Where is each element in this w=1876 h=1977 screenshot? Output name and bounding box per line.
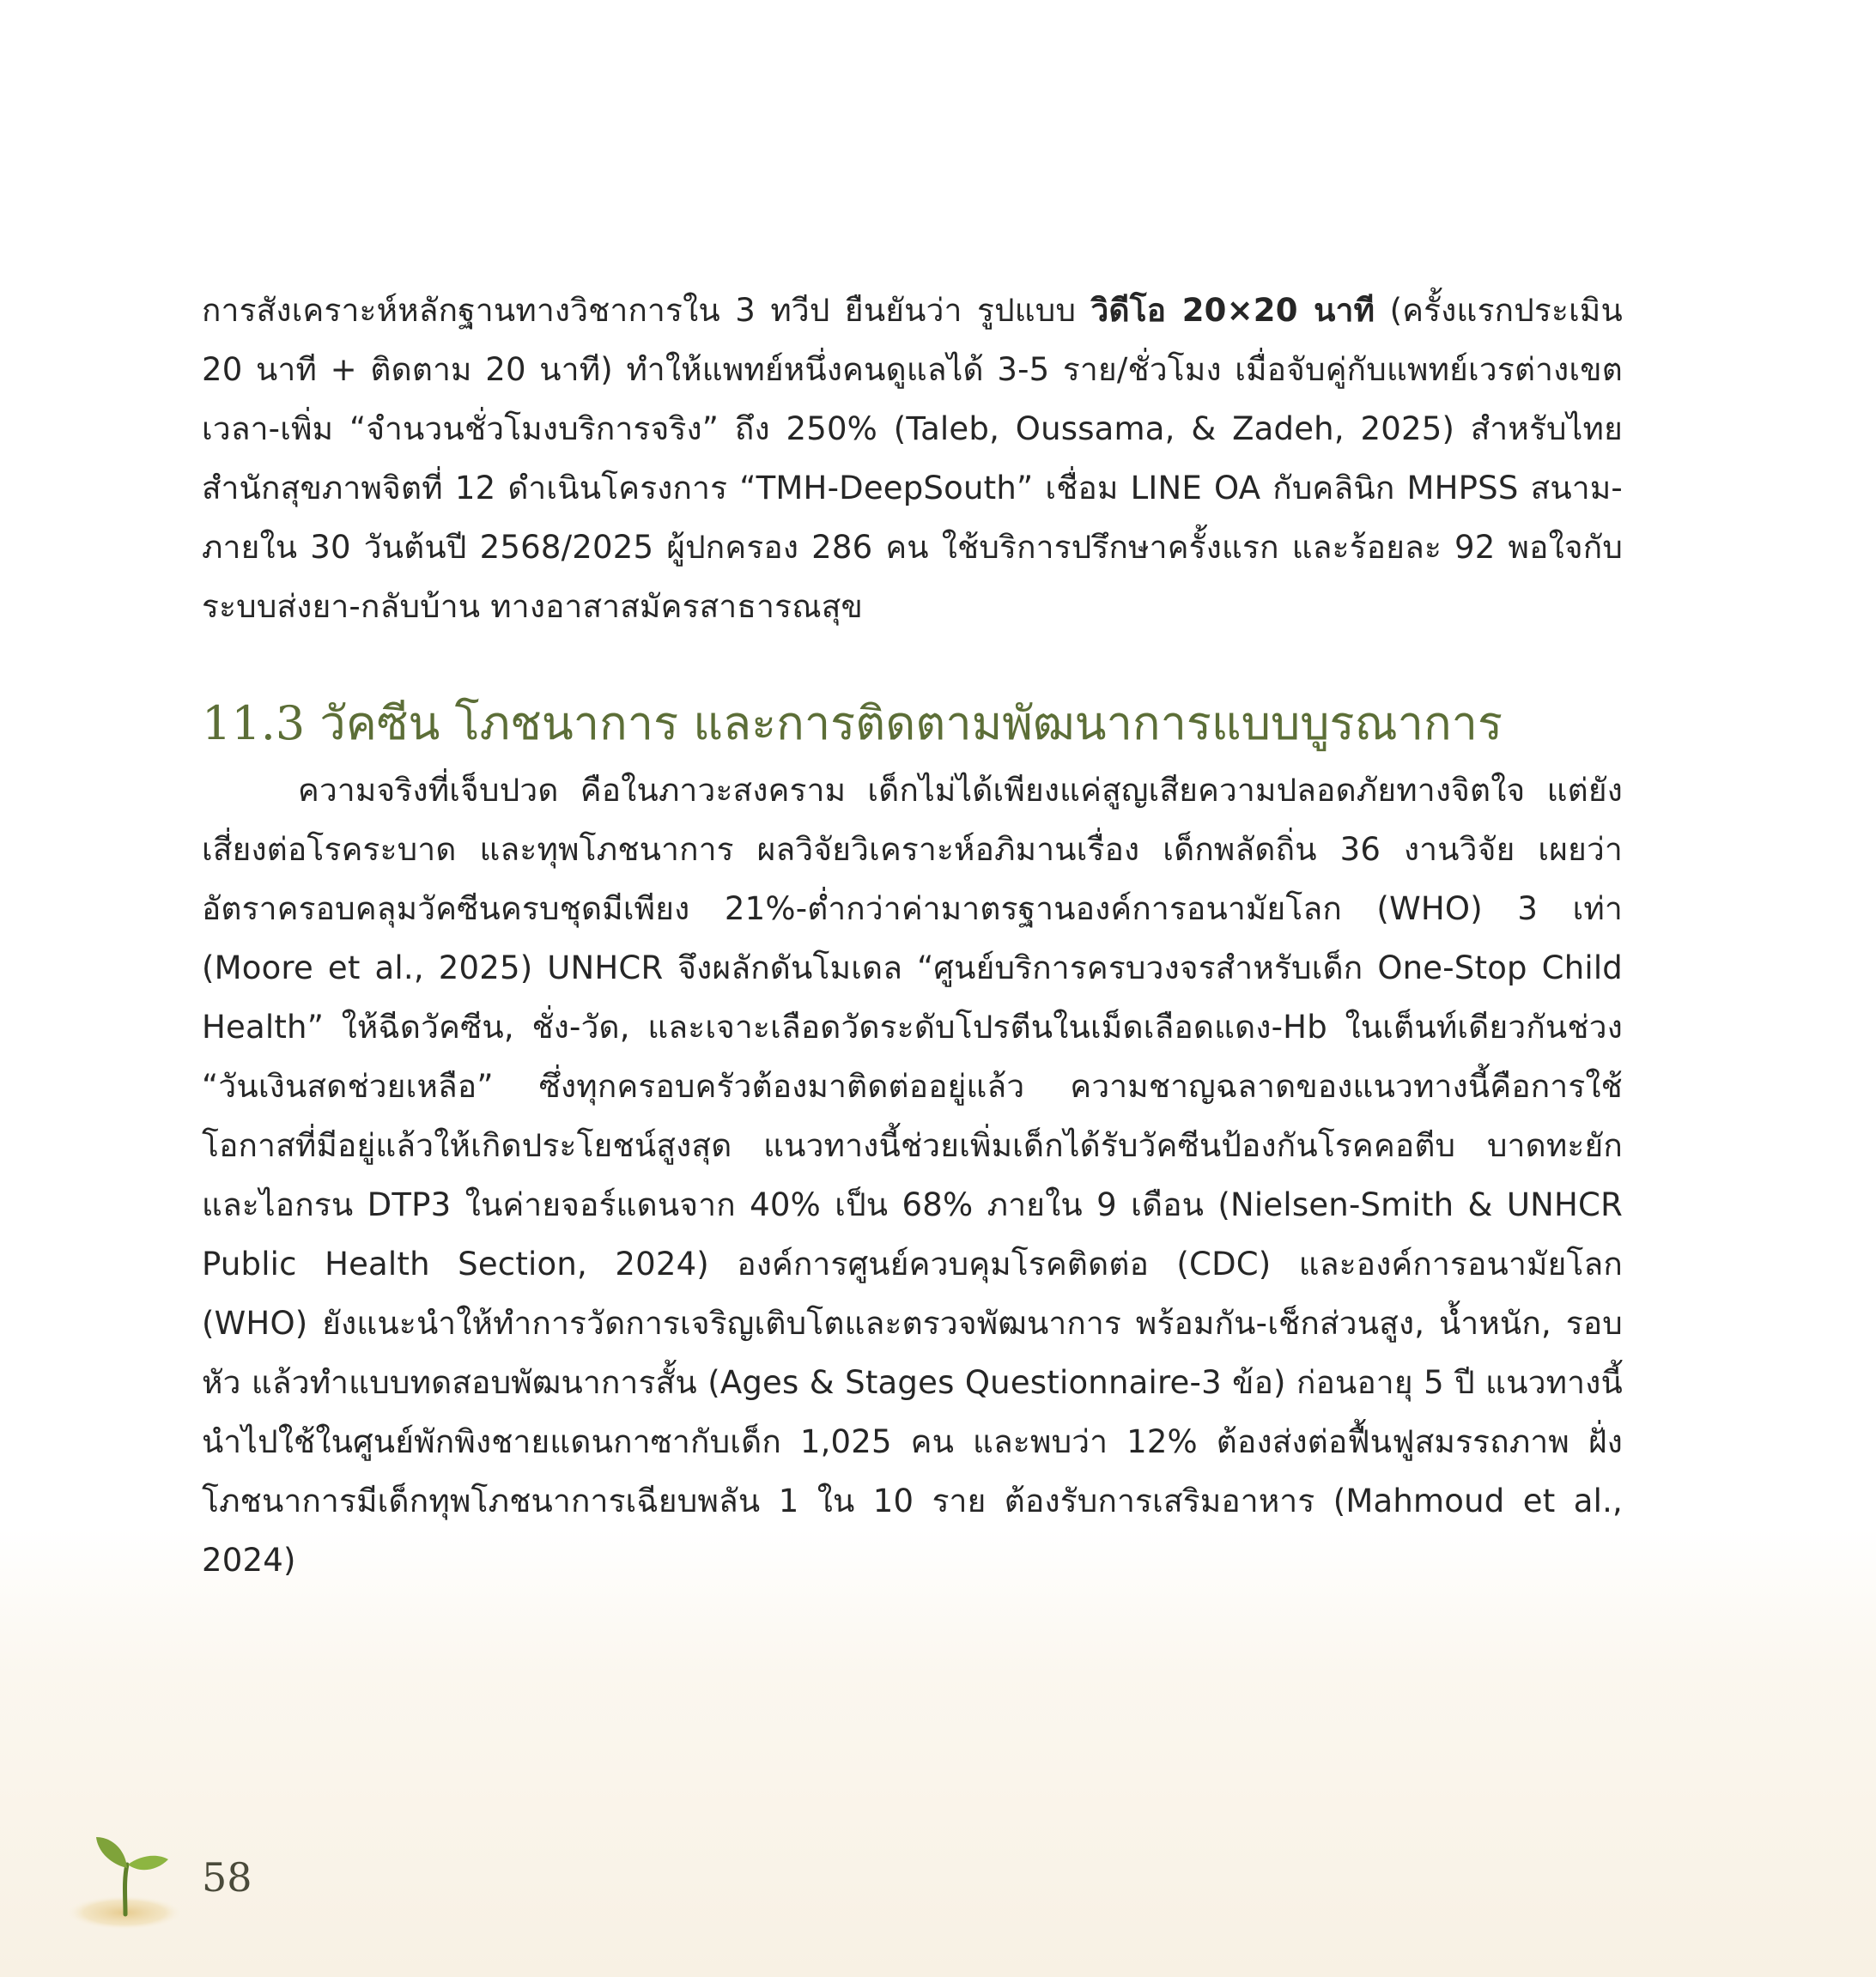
intro-section: [202, 281, 1623, 636]
page-number: 58: [202, 1854, 252, 1901]
intro-text-end: (ครั้งแรกประเมิน 20 นาที + ติดตาม 20 นาที) ทำให้แพทย์หนึ่งคนดูแลได้ 3-5 ราย/ชั่วโมง เมื่อจับคู่กับแพทย์เวรต่างเขตเวลา-เพิ่ม “จำนวนชั่วโมงบริการจริง” ถึง 250% (Taleb, Oussama, & Zadeh, 2025) สำหรับไทย สำนักสุขภาพจิตที่ 12 ดำเนินโครงการ “TMH-DeepSouth” เชื่อม LINE OA กับคลินิก MHPSS สนาม-ภายใน 30 วันต้นปี 2568/2025 ผู้ปกครอง 286 คน ใช้บริการปรึกษาครั้งแรก และร้อยละ 92 พอใจกับระบบส่งยา-กลับบ้าน ทางอาสาสมัครสาธารณสุข: [202, 292, 1624, 625]
page-footer: [52, 1811, 258, 1949]
section-heading: 11.3 วัคซีน โภชนาการ และการติดตามพัฒนาการแบบบูรณาการ: [202, 696, 1503, 750]
section-body: [202, 761, 1623, 1590]
sprout-icon: [60, 1811, 189, 1940]
intro-text-start: การสังเคราะห์หลักฐานทางวิชาการใน 3 ทวีป ยืนยันว่า รูปแบบ: [202, 292, 1091, 329]
intro-paragraph: [202, 281, 1623, 636]
intro-bold-phrase: วิดีโอ 20×20 นาที: [1090, 292, 1375, 329]
section-paragraph: ความจริงที่เจ็บปวด คือในภาวะสงคราม เด็กไม่ได้เพียงแค่สูญเสียความปลอดภัยทางจิตใจ แต่ยังเสี่ยงต่อโรคระบาด และทุพโภชนาการ ผลวิจัยวิเคราะห์อภิมานเรื่อง เด็กพลัดถิ่น 36 งานวิจัย เผยว่า อัตราครอบคลุมวัคซีนครบชุดมีเพียง 21%-ต่ำกว่าค่ามาตรฐานองค์การอนามัยโลก (WHO) 3 เท่า (Moore et al., 2025) UNHCR จึงผลักดันโมเดล “ศูนย์บริการครบวงจรสำหรับเด็ก One-Stop Child Health” ให้ฉีดวัคซีน, ชั่ง-วัด, และเจาะเลือดวัดระดับโปรตีนในเม็ดเลือดแดง-Hb ในเต็นท์เดียวกันช่วง “วันเงินสดช่วยเหลือ” ซึ่งทุกครอบครัวต้องมาติดต่ออยู่แล้ว ความชาญฉลาดของแนวทางนี้คือการใช้โอกาสที่มีอยู่แล้วให้เกิดประโยชน์สูงสุด แนวทางนี้ช่วยเพิ่มเด็กได้รับวัคซีนป้องกันโรคคอตีบ บาดทะยัก และไอกรน DTP3 ในค่ายจอร์แดนจาก 40% เป็น 68% ภายใน 9 เดือน (Nielsen-Smith & UNHCR Public Health Section, 2024) องค์การศูนย์ควบคุมโรคติดต่อ (CDC) และองค์การอนามัยโลก (WHO) ยังแนะนำให้ทำการวัดการเจริญเติบโตและตรวจพัฒนาการ พร้อมกัน-เช็กส่วนสูง, น้ำหนัก, รอบหัว แล้วทำแบบทดสอบพัฒนาการสั้น (Ages & Stages Questionnaire-3 ข้อ) ก่อนอายุ 5 ปี แนวทางนี้นำไปใช้ในศูนย์พักพิงชายแดนกาซากับเด็ก 1,025 คน และพบว่า 12% ต้องส่งต่อฟื้นฟูสมรรถภาพ ฝั่งโภชนาการมีเด็กทุพโภชนาการเฉียบพลัน 1 ใน 10 ราย ต้องรับการเสริมอาหาร (Mahmoud et al., 2024): [202, 772, 1623, 1579]
